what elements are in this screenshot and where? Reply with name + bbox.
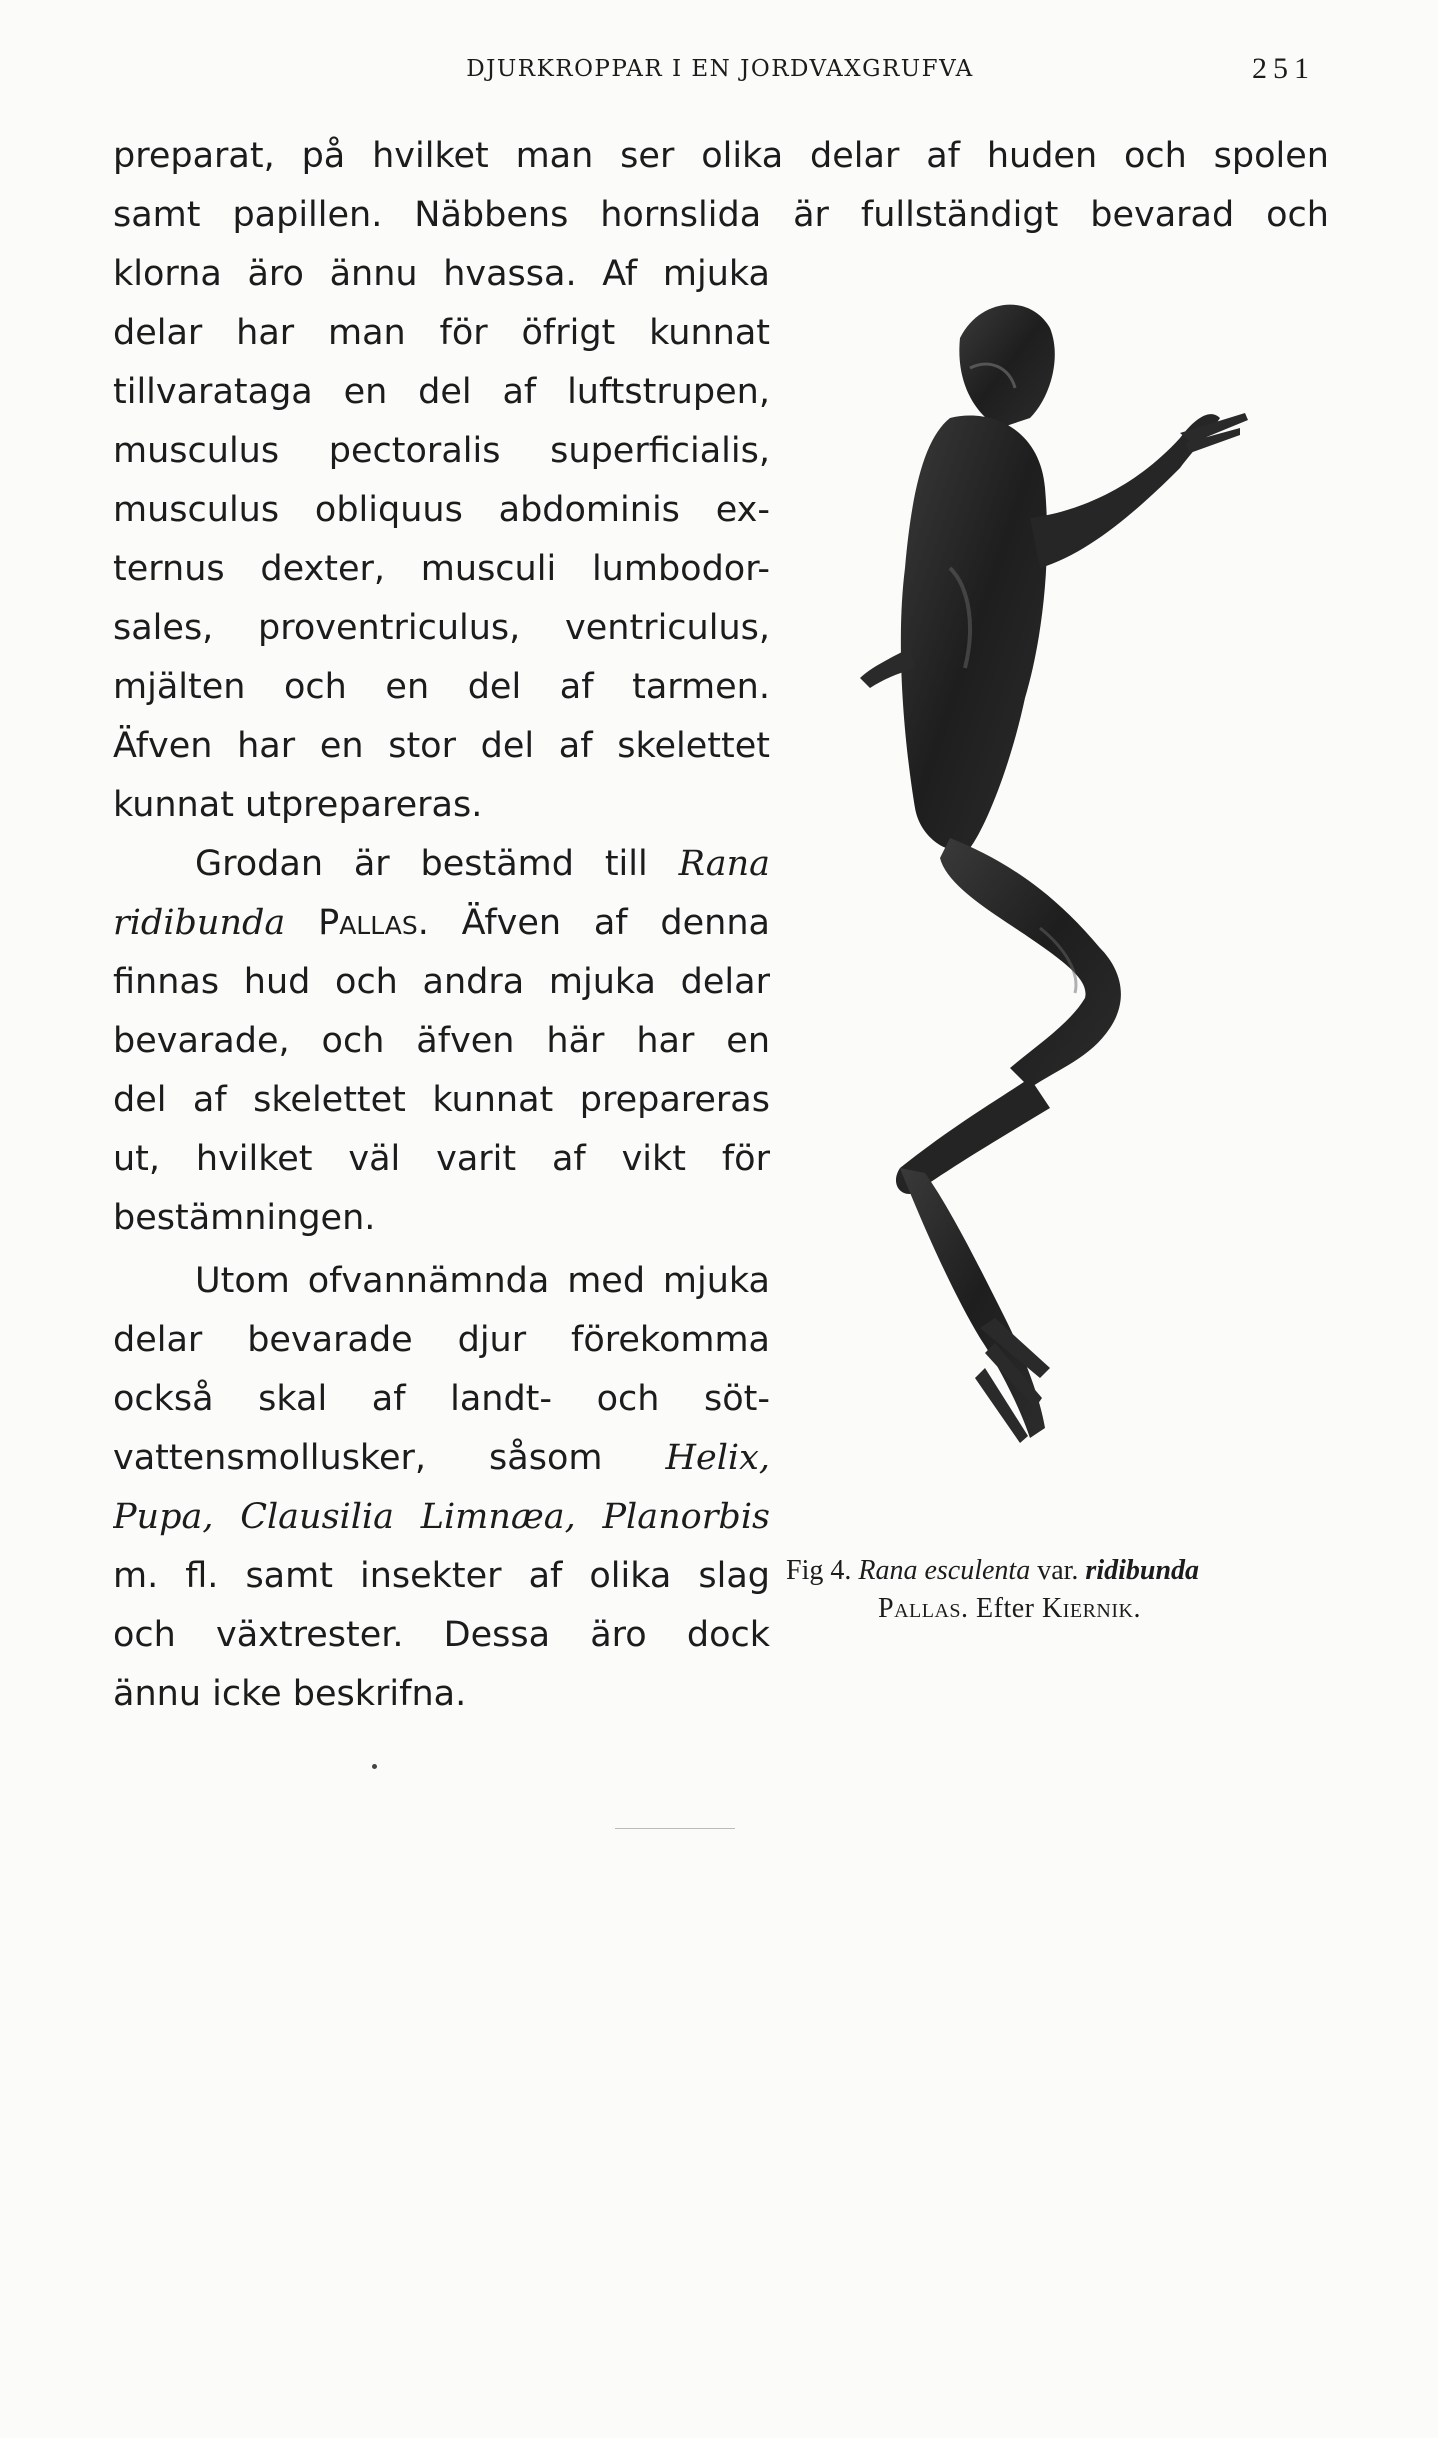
ink-speck [372, 1764, 377, 1769]
caption-line-2: Pallas. Efter Kiernik. [878, 1593, 1141, 1624]
text-line: kunnat utprepareras. [113, 785, 483, 825]
frog-photograph [800, 268, 1340, 1538]
text-line: Utom ofvannämnda med mjuka [195, 1261, 770, 1301]
page-header [0, 52, 1438, 86]
text-line: finnas hud och andra mjuka delar [113, 962, 770, 1002]
figure-caption [786, 1552, 1346, 1628]
faint-rule [615, 1828, 735, 1829]
text-line: vattensmollusker, såsom Helix, [113, 1438, 770, 1478]
text-line: ternus dexter, musculi lumbodor- [113, 549, 770, 589]
text-line: musculus pectoralis superficialis, [113, 431, 770, 471]
text-line: preparat, på hvilket man ser olika delar af huden och spolen [113, 136, 1329, 176]
text-line: musculus obliquus abdominis ex- [113, 490, 770, 530]
text-line: delar har man för öfrigt kunnat [113, 313, 770, 353]
text-line: tillvarataga en del af luftstrupen, [113, 372, 770, 412]
text-line: Äfven har en stor del af skelettet [113, 726, 770, 766]
running-title: DJURKROPPAR I EN JORDVAXGRUFVA [466, 56, 974, 82]
text-line: ridibunda Pallas. Äfven af denna [113, 903, 770, 943]
text-line: Pupa, Clausilia Limnæa, Planorbis [113, 1497, 770, 1537]
text-line: mjälten och en del af tarmen. [113, 667, 770, 707]
text-line: och växtrester. Dessa äro dock [113, 1615, 770, 1655]
text-line: samt papillen. Näbbens hornslida är fullständigt bevarad och [113, 195, 1329, 235]
page-number: 251 [1252, 52, 1315, 85]
text-line: ännu icke beskrifna. [113, 1674, 467, 1714]
text-line: del af skelettet kunnat prepareras [113, 1080, 770, 1120]
text-line: delar bevarade djur förekomma [113, 1320, 770, 1360]
text-line: ut, hvilket väl varit af vikt för [113, 1139, 770, 1179]
text-line: bestämningen. [113, 1198, 376, 1238]
caption-line-1: Fig 4. Rana esculenta var. ridibunda [786, 1555, 1200, 1586]
text-line: Grodan är bestämd till Rana [195, 844, 770, 884]
text-line: klorna äro ännu hvassa. Af mjuka [113, 254, 770, 294]
text-line: sales, proventriculus, ventriculus, [113, 608, 770, 648]
text-line: m. fl. samt insekter af olika slag [113, 1556, 770, 1596]
text-line: också skal af landt- och söt- [113, 1379, 770, 1419]
text-line: bevarade, och äfven här har en [113, 1021, 770, 1061]
